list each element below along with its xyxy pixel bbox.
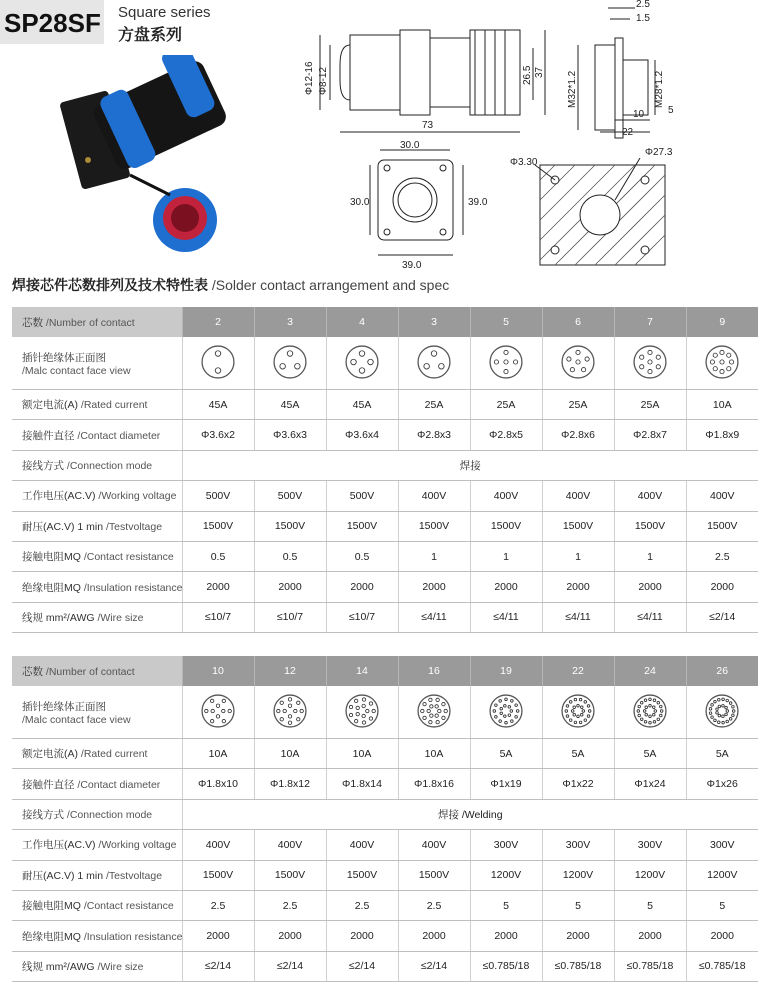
spec-value-cell: 2000: [542, 921, 614, 951]
spec-value-cell: ≤0.785/18: [614, 951, 686, 981]
contact-face-icon: [561, 694, 595, 728]
spec-value-cell: Φ2.8x7: [614, 420, 686, 450]
spec-value-cell: 2000: [542, 572, 614, 602]
spec-row: [12, 769, 758, 799]
spec-row: [12, 739, 758, 769]
spec-value-cell: 2000: [182, 572, 254, 602]
face-view-cell: [686, 686, 758, 739]
spec-value-cell: 1500V: [470, 511, 542, 541]
row-label-cn: 插针绝缘体正面图: [22, 700, 106, 713]
spec-value-cell: 0.5: [254, 541, 326, 571]
spec-value-cell: 10A: [686, 390, 758, 420]
spec-value-cell: 1500V: [398, 511, 470, 541]
spec-value-cell: 2.5: [326, 890, 398, 920]
spec-value-cell: 400V: [542, 481, 614, 511]
model-name: SP28SF: [4, 8, 101, 38]
row-label-cn: 额定电流(A): [22, 748, 78, 761]
spec-value-cell: Φ1.8x10: [182, 769, 254, 799]
row-label: [12, 686, 182, 739]
row-label-en: /Contact resistance: [83, 551, 174, 564]
row-label-en: /Contact diameter: [77, 429, 161, 442]
row-label-cn: 芯数: [22, 665, 43, 678]
dim-sq39-right: 39.0: [468, 197, 488, 208]
spec-value-cell: 10A: [326, 739, 398, 769]
spec-value-cell: Φ3.6x4: [326, 420, 398, 450]
contact-count-cell: 24: [614, 656, 686, 686]
spec-value-cell: ≤2/14: [398, 951, 470, 981]
technical-drawing: [290, 0, 760, 275]
face-view-cell: [182, 337, 254, 390]
spec-value-cell: ≤10/7: [254, 602, 326, 632]
row-label-en: /Malc contact face view: [22, 364, 131, 377]
row-label: [12, 656, 182, 686]
row-label-cn: 线规 mm²/AWG: [22, 960, 95, 973]
contact-face-icon: [489, 694, 523, 728]
spec-value-cell: ≤4/11: [542, 602, 614, 632]
spec-value-cell: ≤10/7: [182, 602, 254, 632]
row-label-en: /Connection mode: [66, 459, 153, 472]
spec-value-cell: 1500V: [182, 511, 254, 541]
dim-sq30-left: 30.0: [350, 197, 370, 208]
contact-count-cell: 3: [398, 307, 470, 337]
row-label-en: /Number of contact: [45, 316, 135, 329]
row-label-cn: 芯数: [22, 316, 43, 329]
row-label-cn: 接触件直径: [22, 778, 75, 791]
header-row: [12, 656, 758, 686]
contact-count-cell: 19: [470, 656, 542, 686]
row-label: [12, 390, 182, 420]
spec-value-cell: 2.5: [686, 541, 758, 571]
dim-d1: Φ12-16: [304, 61, 315, 95]
contact-face-icon: [705, 694, 739, 728]
row-label: [12, 420, 182, 450]
spec-row: [12, 541, 758, 571]
spec-value-cell: Φ1.8x14: [326, 769, 398, 799]
row-label: [12, 481, 182, 511]
face-view-row: [12, 337, 758, 390]
spec-value-cell: 400V: [398, 481, 470, 511]
spec-value-cell: 25A: [542, 390, 614, 420]
spec-value-cell: 0.5: [326, 541, 398, 571]
face-view-cell: [470, 337, 542, 390]
row-label: [12, 739, 182, 769]
spec-value-cell: 300V: [542, 830, 614, 860]
face-view-cell: [326, 686, 398, 739]
dim-t10: 10: [633, 109, 645, 120]
spec-row: [12, 830, 758, 860]
spec-value-cell: 1200V: [542, 860, 614, 890]
row-label-en: /Testvoltage: [106, 869, 163, 882]
contact-count-cell: 12: [254, 656, 326, 686]
spec-value-cell: 2.5: [182, 890, 254, 920]
dim-cutout: Φ27.3: [645, 147, 673, 158]
spec-row: [12, 951, 758, 981]
spec-value-cell: ≤0.785/18: [470, 951, 542, 981]
spec-value-cell: Φ2.8x6: [542, 420, 614, 450]
spec-value-cell: ≤2/14: [254, 951, 326, 981]
spec-value-cell: 2.5: [254, 890, 326, 920]
spec-value-cell: Φ1.8x12: [254, 769, 326, 799]
spec-value-cell: Φ2.8x3: [398, 420, 470, 450]
spec-value-cell: Φ1x24: [614, 769, 686, 799]
row-label: [12, 890, 182, 920]
spec-value-cell: Φ1x22: [542, 769, 614, 799]
spec-row: [12, 602, 758, 632]
row-label-cn: 接线方式: [22, 808, 64, 821]
spec-value-cell: 400V: [614, 481, 686, 511]
dim-hole: Φ3.30: [510, 157, 538, 168]
spec-value-cell: 45A: [326, 390, 398, 420]
contact-count-cell: 5: [470, 307, 542, 337]
row-label-en: /Working voltage: [98, 490, 177, 503]
row-label-en: /Contact diameter: [77, 778, 161, 791]
face-view-cell: [326, 337, 398, 390]
spec-value-cell: ≤0.785/18: [542, 951, 614, 981]
spec-value-cell: 2000: [614, 921, 686, 951]
spec-value-cell: 5A: [470, 739, 542, 769]
row-label: [12, 602, 182, 632]
spec-value-cell: 5: [542, 890, 614, 920]
product-photo: [60, 55, 240, 255]
row-label: [12, 572, 182, 602]
dim-w2: 1.5: [636, 13, 650, 24]
row-label-cn: 工作电压(AC.V): [22, 839, 96, 852]
row-label: [12, 450, 182, 480]
row-label: [12, 337, 182, 390]
spec-value-cell: Φ3.6x3: [254, 420, 326, 450]
row-label-en: /Contact resistance: [83, 900, 174, 913]
row-label-cn: 耐压(AC.V) 1 min: [22, 869, 104, 882]
spec-value-cell: 400V: [686, 481, 758, 511]
contact-count-cell: 22: [542, 656, 614, 686]
spec-row: [12, 860, 758, 890]
spec-value-cell: ≤0.785/18: [686, 951, 758, 981]
dim-sq39-bottom: 39.0: [402, 260, 422, 271]
spec-value-cell: 300V: [614, 830, 686, 860]
series-name-en: Square series: [118, 4, 211, 21]
contact-face-icon: [489, 345, 523, 379]
spec-row: [12, 572, 758, 602]
spec-value-cell: 2000: [326, 921, 398, 951]
spec-value-cell: 2000: [614, 572, 686, 602]
spec-value-cell: 25A: [470, 390, 542, 420]
dim-w1: 2.5: [636, 0, 650, 10]
contact-count-cell: 10: [182, 656, 254, 686]
spec-value-cell: ≤10/7: [326, 602, 398, 632]
spec-row: [12, 450, 758, 480]
spec-value-cell: 1: [398, 541, 470, 571]
spec-value-cell: Φ2.8x5: [470, 420, 542, 450]
spec-value-cell: 10A: [398, 739, 470, 769]
spec-value-cell: 1500V: [326, 860, 398, 890]
contact-count-cell: 3: [254, 307, 326, 337]
spec-value-cell: ≤4/11: [398, 602, 470, 632]
dim-m32: M32*1.2: [567, 70, 578, 108]
row-label-en: /Connection mode: [66, 808, 153, 821]
row-label-en: /Malc contact face view: [22, 713, 131, 726]
spec-value-cell: 500V: [326, 481, 398, 511]
spec-value-cell: Φ1.8x9: [686, 420, 758, 450]
face-view-cell: [470, 686, 542, 739]
spec-value-cell: 2000: [254, 921, 326, 951]
row-label-en: /Rated current: [80, 748, 148, 761]
spec-value-cell: 400V: [254, 830, 326, 860]
row-label-cn: 工作电压(AC.V): [22, 490, 96, 503]
spec-value-cell: 1500V: [398, 860, 470, 890]
contact-face-icon: [273, 694, 307, 728]
spec-row: [12, 420, 758, 450]
row-label: [12, 921, 182, 951]
contact-count-cell: 7: [614, 307, 686, 337]
spec-value-cell: 1500V: [614, 511, 686, 541]
row-label: [12, 830, 182, 860]
contact-face-icon: [417, 694, 451, 728]
spec-value-cell: ≤2/14: [686, 602, 758, 632]
face-view-cell: [686, 337, 758, 390]
spec-value-cell: 2000: [686, 572, 758, 602]
spec-value-cell: 10A: [254, 739, 326, 769]
face-view-cell: [398, 337, 470, 390]
row-label: [12, 799, 182, 829]
contact-count-cell: 4: [326, 307, 398, 337]
row-label-en: /Number of contact: [45, 665, 135, 678]
contact-face-icon: [201, 345, 235, 379]
spec-value-cell: 500V: [254, 481, 326, 511]
face-view-cell: [542, 337, 614, 390]
spec-value-cell: Φ3.6x2: [182, 420, 254, 450]
contact-face-icon: [705, 345, 739, 379]
spec-value-cell: 300V: [686, 830, 758, 860]
spec-value-cell: 1: [470, 541, 542, 571]
dim-length: 73: [422, 120, 434, 131]
spec-row: [12, 390, 758, 420]
contact-face-icon: [345, 345, 379, 379]
dim-m28: M28*1.2: [654, 70, 665, 108]
face-view-cell: [614, 686, 686, 739]
merged-cell: 焊接: [182, 450, 758, 480]
row-label-en: /Insulation resistance: [83, 581, 183, 594]
spec-value-cell: 2000: [470, 572, 542, 602]
contact-count-cell: 26: [686, 656, 758, 686]
row-label-cn: 插针绝缘体正面图: [22, 351, 106, 364]
row-label: [12, 511, 182, 541]
series-name-cn: 方盘系列: [118, 27, 183, 44]
spec-value-cell: 500V: [182, 481, 254, 511]
dim-t5: 5: [668, 105, 674, 116]
spec-value-cell: 25A: [398, 390, 470, 420]
spec-value-cell: Φ1x19: [470, 769, 542, 799]
spec-value-cell: 2000: [470, 921, 542, 951]
spec-value-cell: 1500V: [542, 511, 614, 541]
spec-value-cell: 5A: [542, 739, 614, 769]
dim-d2: Φ8-12: [318, 67, 329, 95]
spec-row: [12, 799, 758, 829]
header-row: [12, 307, 758, 337]
contact-count-cell: 6: [542, 307, 614, 337]
spec-value-cell: 5: [686, 890, 758, 920]
spec-value-cell: 1500V: [254, 511, 326, 541]
face-view-cell: [182, 686, 254, 739]
section-title-cn: 焊接芯件芯数排列及技术特性表: [12, 277, 208, 293]
spec-value-cell: 2000: [686, 921, 758, 951]
row-label-en: /Rated current: [80, 399, 148, 412]
spec-value-cell: Φ1.8x16: [398, 769, 470, 799]
row-label-cn: 接触件直径: [22, 429, 75, 442]
spec-value-cell: 5: [614, 890, 686, 920]
spec-row: [12, 481, 758, 511]
spec-value-cell: 1: [542, 541, 614, 571]
contact-face-icon: [561, 345, 595, 379]
row-label: [12, 769, 182, 799]
spec-value-cell: 1200V: [686, 860, 758, 890]
spec-value-cell: ≤2/14: [326, 951, 398, 981]
spec-value-cell: 1500V: [182, 860, 254, 890]
spec-value-cell: 5: [470, 890, 542, 920]
row-label-cn: 接触电阻MQ: [22, 551, 81, 564]
face-view-cell: [254, 337, 326, 390]
face-view-cell: [614, 337, 686, 390]
contact-count-cell: 9: [686, 307, 758, 337]
spec-row: [12, 921, 758, 951]
face-view-cell: [398, 686, 470, 739]
dim-sq30-top: 30.0: [400, 140, 420, 151]
row-label-cn: 绝缘电阻MQ: [22, 581, 81, 594]
row-label: [12, 951, 182, 981]
row-label-en: /Testvoltage: [106, 520, 163, 533]
dim-h2: 37: [534, 66, 545, 78]
contact-face-icon: [201, 694, 235, 728]
spec-row: [12, 511, 758, 541]
spec-value-cell: 2000: [398, 572, 470, 602]
row-label-en: /Working voltage: [98, 839, 177, 852]
contact-count-cell: 14: [326, 656, 398, 686]
row-label: [12, 541, 182, 571]
dim-h1: 26.5: [522, 65, 533, 85]
spec-value-cell: ≤4/11: [614, 602, 686, 632]
spec-value-cell: 1200V: [614, 860, 686, 890]
face-view-row: [12, 686, 758, 739]
spec-value-cell: 10A: [182, 739, 254, 769]
spec-value-cell: 0.5: [182, 541, 254, 571]
spec-value-cell: 2000: [182, 921, 254, 951]
spec-value-cell: 45A: [182, 390, 254, 420]
row-label-en: /Insulation resistance: [83, 930, 183, 943]
face-view-cell: [254, 686, 326, 739]
spec-value-cell: ≤4/11: [470, 602, 542, 632]
merged-cell: 焊接 /Welding: [182, 799, 758, 829]
contact-face-icon: [633, 694, 667, 728]
spec-value-cell: 5A: [686, 739, 758, 769]
spec-row: [12, 890, 758, 920]
row-label-cn: 绝缘电阻MQ: [22, 930, 81, 943]
row-label-cn: 接线方式: [22, 459, 64, 472]
contact-face-icon: [273, 345, 307, 379]
spec-value-cell: 2.5: [398, 890, 470, 920]
spec-value-cell: 1500V: [326, 511, 398, 541]
row-label: [12, 860, 182, 890]
row-label-cn: 额定电流(A): [22, 399, 78, 412]
contact-face-icon: [345, 694, 379, 728]
spec-value-cell: 400V: [182, 830, 254, 860]
spec-value-cell: 400V: [398, 830, 470, 860]
row-label-cn: 耐压(AC.V) 1 min: [22, 520, 104, 533]
contact-count-cell: 2: [182, 307, 254, 337]
spec-value-cell: 1500V: [686, 511, 758, 541]
row-label-cn: 接触电阻MQ: [22, 900, 81, 913]
spec-value-cell: ≤2/14: [182, 951, 254, 981]
spec-value-cell: 45A: [254, 390, 326, 420]
contact-face-icon: [633, 345, 667, 379]
spec-value-cell: Φ1x26: [686, 769, 758, 799]
section-title: [12, 275, 449, 295]
row-label: [12, 307, 182, 337]
section-title-en: /Solder contact arrangement and spec: [211, 277, 450, 293]
spec-table-1: [12, 307, 758, 633]
contact-count-cell: 16: [398, 656, 470, 686]
spec-value-cell: 300V: [470, 830, 542, 860]
spec-table-2: [12, 656, 758, 982]
contact-face-icon: [417, 345, 451, 379]
spec-value-cell: 2000: [326, 572, 398, 602]
spec-value-cell: 5A: [614, 739, 686, 769]
face-view-cell: [542, 686, 614, 739]
row-label-cn: 线规 mm²/AWG: [22, 611, 95, 624]
spec-value-cell: 1: [614, 541, 686, 571]
spec-value-cell: 1200V: [470, 860, 542, 890]
spec-value-cell: 400V: [470, 481, 542, 511]
spec-value-cell: 2000: [398, 921, 470, 951]
spec-value-cell: 2000: [254, 572, 326, 602]
row-label-en: /Wire size: [97, 960, 144, 973]
row-label-en: /Wire size: [97, 611, 144, 624]
dim-t22: 22: [622, 127, 634, 138]
spec-value-cell: 25A: [614, 390, 686, 420]
spec-value-cell: 1500V: [254, 860, 326, 890]
spec-value-cell: 400V: [326, 830, 398, 860]
